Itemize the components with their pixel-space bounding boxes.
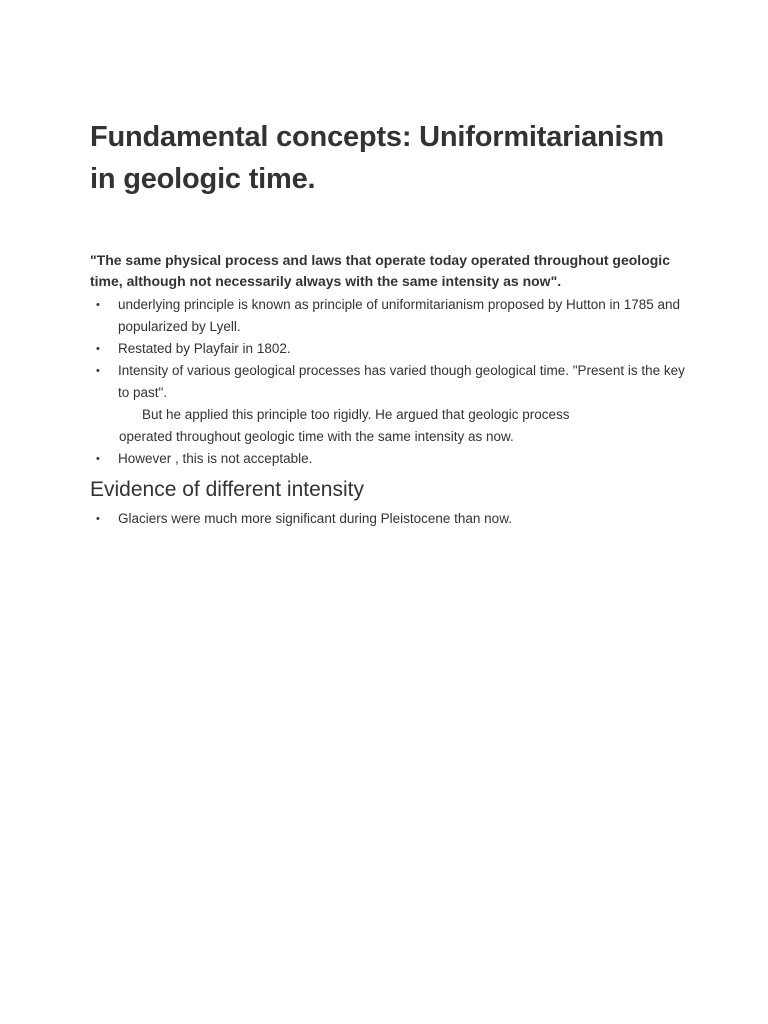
list-item-text: However , this is not acceptable. bbox=[118, 451, 313, 466]
bullet-icon: • bbox=[96, 453, 100, 465]
list-item bbox=[90, 508, 690, 530]
concept-bullet-list-continued bbox=[90, 448, 690, 470]
bullet-icon: • bbox=[96, 343, 100, 355]
list-item bbox=[90, 448, 690, 470]
section-heading: Evidence of different intensity bbox=[90, 478, 364, 501]
list-item-text: underlying principle is known as principle of uniformitarianism proposed by Hutton in 1785 and popularized by Lyell. bbox=[118, 297, 681, 334]
indented-note-line: operated throughout geologic time with the same intensity as now. bbox=[119, 429, 514, 444]
list-item bbox=[90, 338, 690, 360]
list-item bbox=[90, 294, 690, 338]
indented-note-line: But he applied this principle too rigidly. He argued that geologic process bbox=[142, 407, 570, 422]
document-page bbox=[90, 116, 690, 530]
concept-bullet-list bbox=[90, 294, 690, 404]
list-item-text: Glaciers were much more significant during Pleistocene than now. bbox=[118, 511, 512, 526]
definition-quote: "The same physical process and laws that operate today operated throughout geologic time, although not necessarily always with the same intensity as now". bbox=[90, 252, 670, 289]
list-item bbox=[90, 360, 690, 404]
list-item-text: Intensity of various geological processes has varied though geological time. "Present is the key to past". bbox=[118, 363, 685, 400]
page-title: Fundamental concepts: Uniformitarianism in geologic time. bbox=[90, 121, 664, 195]
bullet-icon: • bbox=[96, 299, 100, 311]
bullet-icon: • bbox=[96, 513, 100, 525]
indented-note bbox=[90, 404, 690, 448]
list-item-text: Restated by Playfair in 1802. bbox=[118, 341, 291, 356]
evidence-bullet-list bbox=[90, 508, 690, 530]
bullet-icon: • bbox=[96, 365, 100, 377]
